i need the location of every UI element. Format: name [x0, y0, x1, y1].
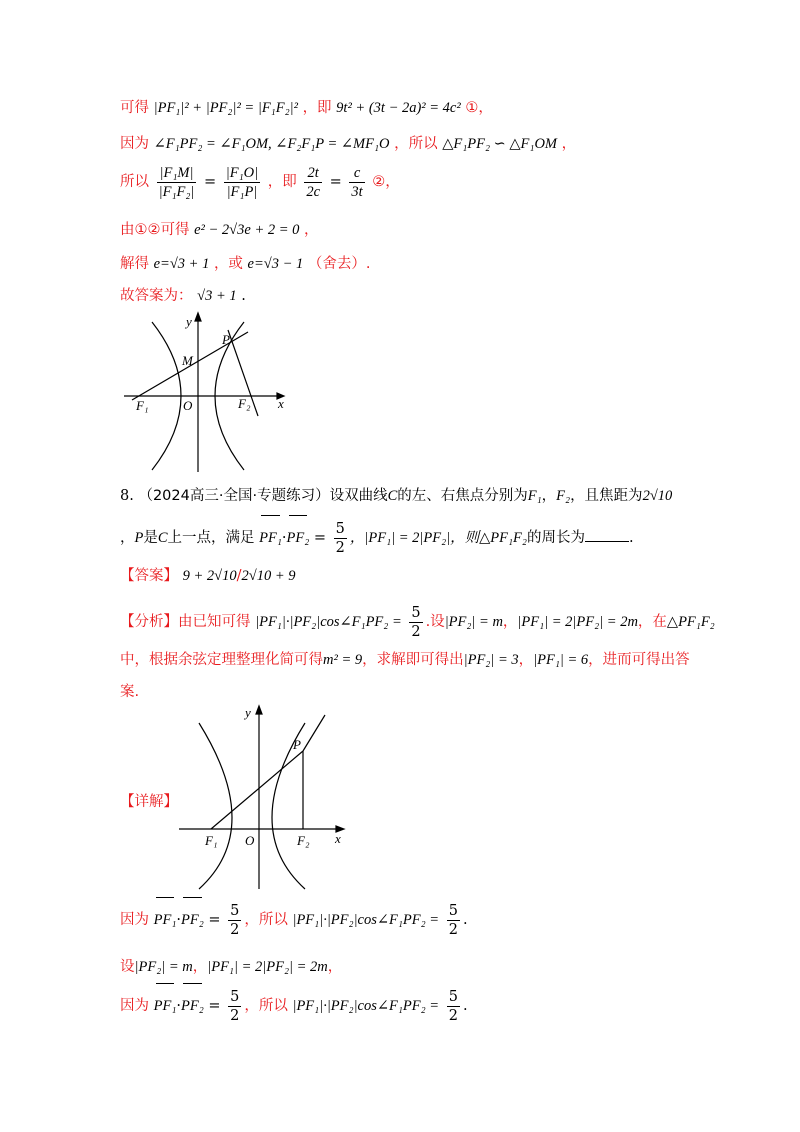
- point-f1-label: F₁: [136, 398, 149, 413]
- answer-blank: [585, 527, 629, 542]
- sol8-line-1: 因为 PF₁·PF₂ = $\frac{5}{2}$ ，所以 |PF₁|·|PF₂|cos∠F₁PF₂ = $\frac{5}{2}$ .: [120, 900, 468, 940]
- formula: |PF₁| = 6: [533, 652, 589, 668]
- sol8-line-3: 因为 PF₁·PF₂ = $\frac{5}{2}$ ，所以 |PF₁|·|PF₂|cos∠F₁PF₂ = $\frac{5}{2}$ .: [120, 986, 468, 1026]
- text: ，: [502, 614, 518, 630]
- formula: e² − 2√3e + 2 = 0: [194, 222, 300, 238]
- text: ，: [518, 652, 534, 668]
- formula: △F₁PF₂ ∽ △F₁OM: [442, 136, 557, 152]
- left-branch: [199, 723, 232, 889]
- text: ，所以: [394, 136, 438, 152]
- formula: |PF₁|·|PF₂|cos∠F₁PF₂ =: [292, 912, 440, 928]
- text: ，所以: [244, 998, 288, 1014]
- formula: P: [134, 530, 144, 546]
- text: ②，: [372, 174, 400, 190]
- point-f1-label: F₁: [205, 833, 218, 848]
- sol7-line-1: [120, 98, 493, 118]
- formula: e=√3 − 1: [247, 256, 304, 272]
- text: ，即: [302, 100, 332, 116]
- hyperbola-figure-2: [175, 703, 355, 893]
- vector: PF₂: [287, 518, 310, 558]
- formula: △PF₁F₂: [479, 530, 527, 546]
- detail-tag: 【详解】: [120, 794, 178, 810]
- formula: |PF₁| = 2|PF₂| = 2m: [517, 614, 638, 630]
- text: ，或: [213, 256, 243, 272]
- answer-tag: 【答案】: [120, 568, 178, 584]
- formula: 9t² + (3t − 2a)² = 4c²: [336, 100, 461, 116]
- slash: /: [236, 568, 242, 584]
- answer-value-2: 2√10 + 9: [241, 568, 296, 584]
- text: 设双曲线: [329, 488, 388, 504]
- text: 由①②可得: [120, 222, 190, 238]
- analysis-line-1: [120, 602, 715, 642]
- text: 因为: [120, 912, 149, 928]
- text: 中，根据余弦定理整理化简可得: [120, 652, 323, 668]
- formula: √3 + 1: [197, 288, 237, 304]
- vector: PF₁: [154, 986, 177, 1026]
- formula: |PF₁|² + |PF₂|² = |F₁F₂|²: [153, 100, 298, 116]
- formula: F₁: [527, 488, 542, 504]
- analysis-line-2: [120, 650, 690, 670]
- vector: PF₂: [181, 900, 204, 940]
- formula: C: [157, 530, 168, 546]
- line-extension: [303, 715, 325, 751]
- point-m-label: M: [182, 353, 193, 368]
- answer-value-1: 9 + 2√10: [182, 568, 237, 584]
- fraction: $\frac{c}{3t}$: [351, 164, 363, 200]
- question-number: 8.: [120, 488, 134, 504]
- point-p-label: P: [222, 332, 230, 347]
- text: .设: [425, 614, 445, 630]
- text: ，: [541, 488, 557, 504]
- formula: m² = 9: [323, 652, 363, 668]
- text: .: [462, 912, 468, 928]
- vector: PF₁: [259, 518, 282, 558]
- text: 的周长为: [526, 530, 585, 546]
- text: .: [462, 998, 468, 1014]
- text: 是: [143, 530, 158, 546]
- text: ，求解即可得出: [362, 652, 464, 668]
- sol7-line-2: [120, 134, 576, 154]
- text: ，: [192, 959, 208, 975]
- formula: |PF₁|·|PF₂|cos∠F₁PF₂ =: [292, 998, 440, 1014]
- formula: |PF₂| = m: [134, 959, 193, 975]
- formula: △PF₁F₂: [666, 614, 715, 630]
- text: 所以: [120, 174, 149, 190]
- sol7-line-5: [120, 254, 370, 274]
- text: ，: [327, 959, 343, 975]
- text: 由已知可得: [178, 614, 251, 630]
- text: 故答案为：: [120, 288, 193, 304]
- text: 案.: [120, 684, 140, 700]
- fraction: $\frac{5}{2}$: [335, 520, 345, 556]
- formula: |PF₁| = 2|PF₂| = 2m: [207, 959, 328, 975]
- analysis-tag: 【分析】: [120, 614, 178, 630]
- formula: |PF₁|·|PF₂|cos∠F₁PF₂ =: [255, 614, 402, 630]
- hyperbola-figure-1: [118, 310, 298, 480]
- fraction: $\frac{5}{2}$: [411, 604, 421, 640]
- text: ，所以: [244, 912, 288, 928]
- text: （舍去）.: [307, 256, 371, 272]
- fraction: $\frac{5}{2}$: [448, 902, 458, 938]
- text: 可得: [120, 100, 149, 116]
- sol7-line-6: [120, 286, 246, 306]
- formula: C: [387, 488, 398, 504]
- text: 因为: [120, 998, 149, 1014]
- fraction: $\frac{\text{|F₁O|}}{\text{|F₁P|}}$: [225, 164, 259, 200]
- y-label: y: [245, 705, 251, 720]
- text: ，进而可得出答: [588, 652, 690, 668]
- text: 上一点，满足: [167, 530, 255, 546]
- point-p-label: P: [293, 737, 301, 752]
- fraction: $\frac{5}{2}$: [230, 902, 240, 938]
- question-source: （2024高三·全国·专题练习）: [138, 488, 330, 504]
- formula: ，|PF₁| = 2|PF₂|，则: [349, 530, 480, 546]
- text: .: [241, 288, 246, 304]
- text: 解得: [120, 256, 149, 272]
- text: ①，: [465, 100, 493, 116]
- text: .: [628, 530, 634, 546]
- line-f1-p: [211, 751, 303, 829]
- answer-line: [120, 566, 296, 586]
- y-label: y: [186, 314, 192, 329]
- x-label: x: [335, 831, 341, 846]
- sol7-line-3: 所以 $\frac{\text{|F₁M|}}{\text{|F₁F₂|}}$ = $\frac{\text{|F₁O|}}{\text{|F₁P|}}$ ，即 $\frac{2t}{2c}$ = $\frac{c}{3t}$ ②，: [120, 164, 400, 200]
- origin-label: O: [183, 398, 193, 413]
- q8-line-2: ，P是C上一点，满足 PF₁·PF₂ = $\frac{5}{2}$ ，|PF₁| = 2|PF₂|，则△PF₁F₂的周长为 .: [120, 518, 634, 558]
- sol8-line-2: [120, 957, 342, 977]
- fraction: $\frac{5}{2}$: [448, 988, 458, 1024]
- formula: ∠F₁PF₂ = ∠F₁OM, ∠F₂F₁P = ∠MF₁O: [153, 136, 390, 152]
- formula: e=√3 + 1: [153, 256, 210, 272]
- text: ，且焦距为: [570, 488, 643, 504]
- fraction: $\frac{\text{|F₁M|}}{\text{|F₁F₂|}}$: [158, 164, 195, 200]
- fraction: $\frac{2t}{2c}$: [306, 164, 321, 200]
- formula: F₂: [556, 488, 571, 504]
- text: ，: [561, 136, 577, 152]
- text: ，在: [637, 614, 667, 630]
- text: ，即: [267, 174, 297, 190]
- point-f2-label: F₂: [297, 833, 310, 848]
- analysis-line-3: [120, 682, 139, 702]
- text: 因为: [120, 136, 149, 152]
- text: 设: [120, 959, 135, 975]
- formula: |PF₂| = m: [444, 614, 503, 630]
- q8-line-1: [120, 486, 672, 506]
- origin-label: O: [245, 833, 255, 848]
- sol7-line-4: [120, 220, 319, 240]
- text: ，: [304, 222, 319, 238]
- vector: PF₁: [154, 900, 177, 940]
- text: ，: [120, 530, 135, 546]
- point-f2-label: F₂: [238, 396, 251, 411]
- formula: 2√10: [642, 488, 673, 504]
- detail-line: [120, 792, 178, 812]
- text: 的左、右焦点分别为: [397, 488, 528, 504]
- formula: |PF₂| = 3: [463, 652, 519, 668]
- x-label: x: [278, 396, 284, 411]
- fraction: $\frac{5}{2}$: [230, 988, 240, 1024]
- vector: PF₂: [181, 986, 204, 1026]
